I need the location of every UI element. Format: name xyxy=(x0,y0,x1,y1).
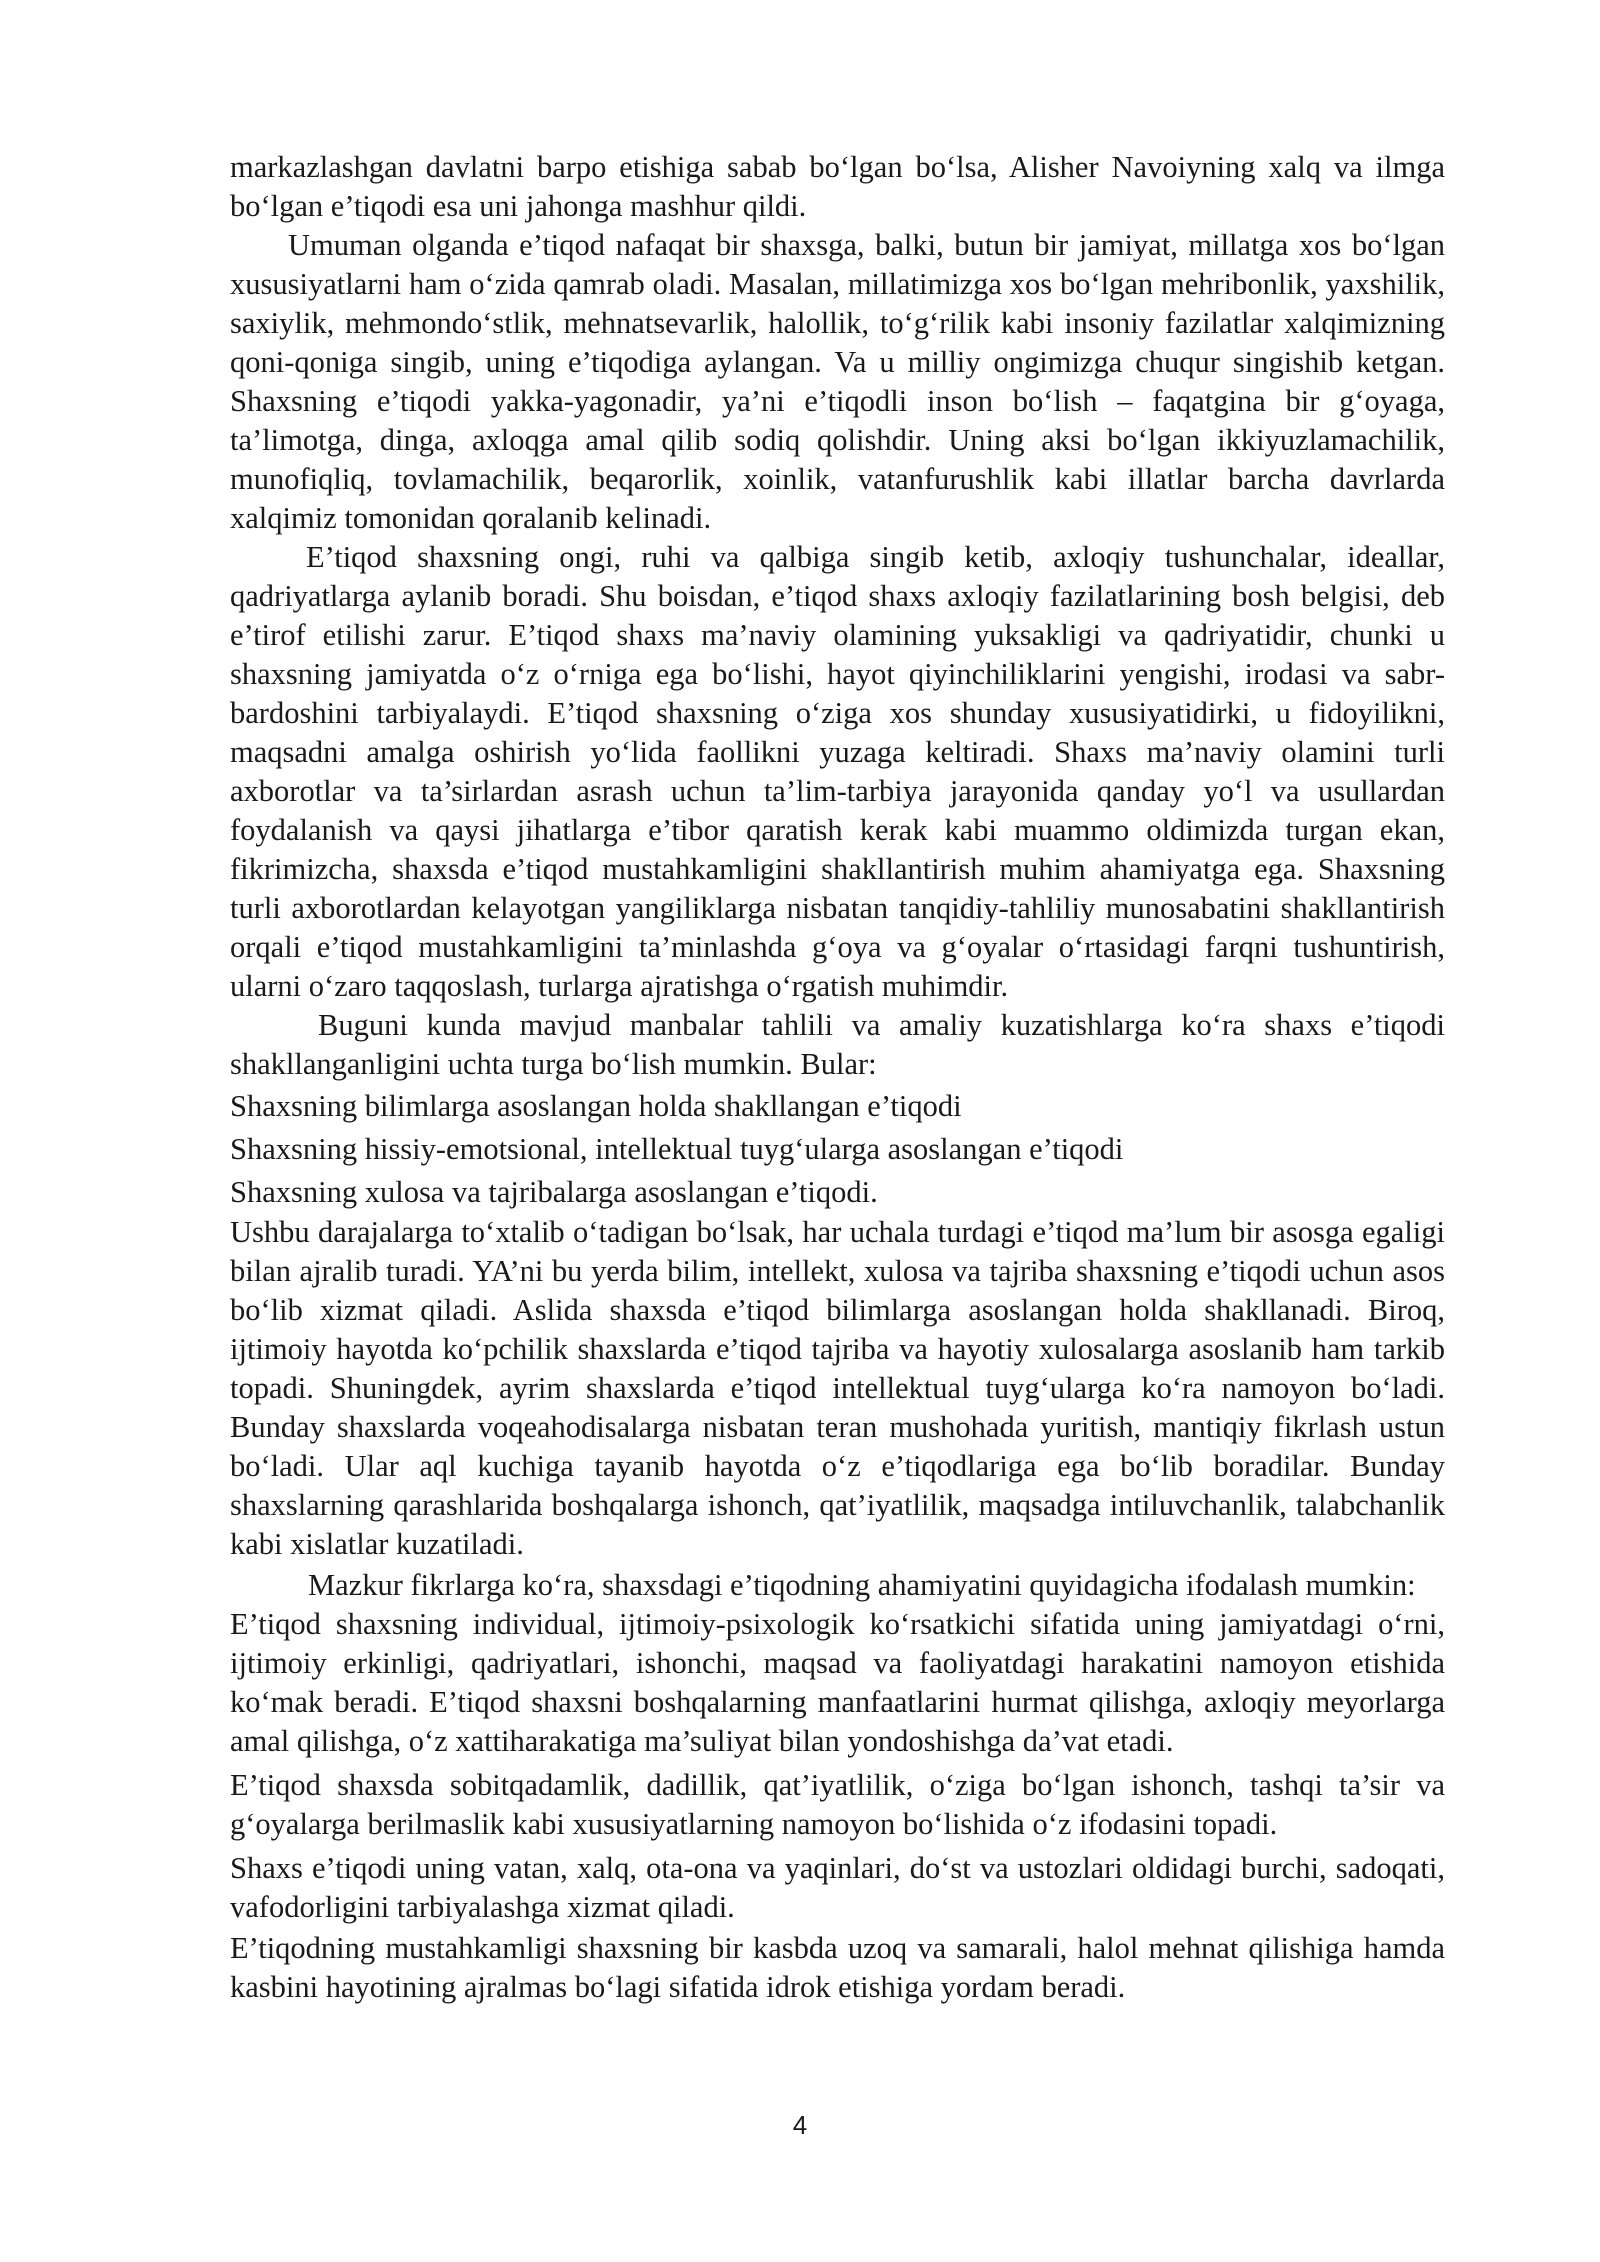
paragraph-ushbu: Ushbu darajalarga to‘xtalib o‘tadigan bo‘lsak, har uchala turdagi e’tiqod ma’lum bir asosga egaligi bilan ajralib turadi. YA’ni bu yerda bilim, intellekt, xulosa va tajriba shaxsning e’tiqodi uchun asos bo‘lib xizmat qiladi. Aslida shaxsda e’tiqod bilimlarga asoslangan holda shakllanadi. Biroq, ijtimoiy hayotda ko‘pchilik shaxslarda e’tiqod tajriba va hayotiy xulosalarga asoslanib ham tarkib topadi. Shuningdek, ayrim shaxslarda e’tiqod intellektual tuyg‘ularga ko‘ra namoyon bo‘ladi. Bunday shaxslarda voqeahodisalarga nisbatan teran mushohada yuritish, mantiqiy fikrlash ustun bo‘ladi. Ular aql kuchiga tayanib hayotda o‘z e’tiqodlariga ega bo‘lib boradilar. Bunday shaxslarning qarashlarida boshqalarga ishonch, qat’iyatlilik, maqsadga intiluvchanlik, talabchanlik kabi xislatlar kuzatiladi. xyxy=(230,1215,1445,1561)
paragraph-sobitqadamlik: E’tiqod shaxsda sobitqadamlik, dadillik, qat’iyatlilik, o‘ziga bo‘lgan ishonch, tashqi ta’sir va g‘oyalarga berilmaslik kabi xususiyatlarning namoyon bo‘lishida o‘z ifodasini topadi. xyxy=(230,1768,1445,1841)
list-item-hissiy: Shaxsning hissiy-emotsional, intellektual tuyg‘ularga asoslangan e’tiqodi xyxy=(230,1132,1124,1166)
page-number: 4 xyxy=(792,2110,808,2140)
paragraph-buguni: Buguni kunda mavjud manbalar tahlili va amaliy kuzatishlarga ko‘ra shaxs e’tiqodi shakllanganligini uchta turga bo‘lish mumkin. Bular: xyxy=(230,1008,1445,1081)
paragraph-vatan: Shaxs e’tiqodi uning vatan, xalq, ota-ona va yaqinlari, do‘st va ustozlari oldidagi burchi, sadoqati, vafodorligini tarbiyalashga xizmat qiladi. xyxy=(230,1851,1445,1924)
list-item-xulosa: Shaxsning xulosa va tajribalarga asoslangan e’tiqodi. xyxy=(230,1175,878,1209)
paragraph-mustahkamligi: E’tiqodning mustahkamligi shaxsning bir kasbda uzoq va samarali, halol mehnat qilishiga hamda kasbini hayotining ajralmas bo‘lagi sifatida idrok etishiga yordam beradi. xyxy=(230,1931,1445,2004)
document-page xyxy=(230,148,1445,2007)
paragraph-mazkur: Mazkur fikrlarga ko‘ra, shaxsdagi e’tiqodning ahamiyatini quyidagicha ifodalash mumkin: xyxy=(308,1568,1416,1602)
paragraph-individual: E’tiqod shaxsning individual, ijtimoiy-psixologik ko‘rsatkichi sifatida uning jamiyatdagi o‘rni, ijtimoiy erkinligi, qadriyatlari, ishonchi, maqsad va faoliyatdagi harakatini namoyon etishida ko‘mak beradi. E’tiqod shaxsni boshqalarning manfaatlarini hurmat qilishga, axloqiy meyorlarga amal qilishga, o‘z xattiharakatiga ma’suliyat bilan yondoshishga da’vat etadi. xyxy=(230,1607,1445,1758)
list-item-bilimlar: Shaxsning bilimlarga asoslangan holda shakllangan e’tiqodi xyxy=(230,1089,962,1123)
paragraph-continuation: markazlashgan davlatni barpo etishiga sabab bo‘lgan bo‘lsa, Alisher Navoiyning xalq va ilmga bo‘lgan e’tiqodi esa uni jahonga mashhur qildi. xyxy=(230,150,1445,223)
paragraph-umuman: Umuman olganda e’tiqod nafaqat bir shaxsga, balki, butun bir jamiyat, millatga xos bo‘lgan xususiyatlarni ham o‘zida qamrab oladi. Masalan, millatimizga xos bo‘lgan mehribonlik, yaxshilik, saxiylik, mehmondo‘stlik, mehnatsevarlik, halollik, to‘g‘rilik kabi insoniy fazilatlar xalqimizning qoni-qoniga singib, uning e’tiqodiga aylangan. Va u milliy ongimizga chuqur singishib ketgan. Shaxsning e’tiqodi yakka-yagonadir, ya’ni e’tiqodli inson bo‘lish – faqatgina bir g‘oyaga, ta’limotga, dinga, axloqga amal qilib sodiq qolishdir. Uning aksi bo‘lgan ikkiyuzlamachilik, munofiqliq, tovlamachilik, beqarorlik, xoinlik, vatanfurushlik kabi illatlar barcha davrlarda xalqimiz tomonidan qoralanib kelinadi. xyxy=(230,228,1445,535)
paragraph-etiqod-ongi: E’tiqod shaxsning ongi, ruhi va qalbiga singib ketib, axloqiy tushunchalar, ideallar, qadriyatlarga aylanib boradi. Shu boisdan, e’tiqod shaxs axloqiy fazilatlarining bosh belgisi, deb e’tirof etilishi zarur. E’tiqod shaxs ma’naviy olamining yuksakligi va qadriyatidir, chunki u shaxsning jamiyatda o‘z o‘rniga ega bo‘lishi, hayot qiyinchiliklarini yengishi, irodasi va sabr-bardoshini tarbiyalaydi. E’tiqod shaxsning o‘ziga xos shunday xususiyatidirki, u fidoyilikni, maqsadni amalga oshirish yo‘lida faollikni yuzaga keltiradi. Shaxs ma’naviy olamini turli axborotlar va ta’sirlardan asrash uchun ta’lim-tarbiya jarayonida qanday yo‘l va usullardan foydalanish va qaysi jihatlarga e’tibor qaratish kerak kabi muammo oldimizda turgan ekan, fikrimizcha, shaxsda e’tiqod mustahkamligini shakllantirish muhim ahamiyatga ega. Shaxsning turli axborotlardan kelayotgan yangiliklarga nisbatan tanqidiy-tahliliy munosabatini shakllantirish orqali e’tiqod mustahkamligini ta’minlashda g‘oya va g‘oyalar o‘rtasidagi farqni tushuntirish, ularni o‘zaro taqqoslash, turlarga ajratishga o‘rgatish muhimdir. xyxy=(230,540,1445,1003)
